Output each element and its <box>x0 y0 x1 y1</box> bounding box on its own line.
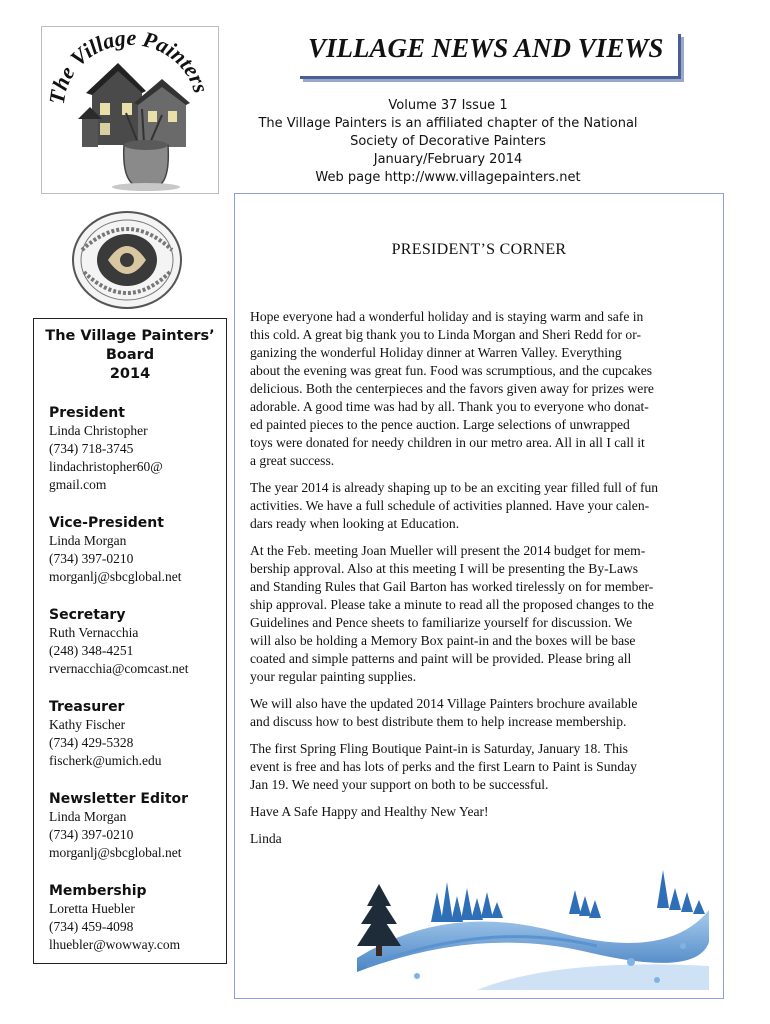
officer-role: President <box>49 405 125 421</box>
national-society-seal <box>70 210 184 310</box>
letter-paragraph: Hope everyone had a wonderful holiday and is staying warm and safe in this cold. A great big thank you to Linda Morgan and Sheri Redd for or- ganizing the wonderful Holiday dinner at Warren Valley. Everything about the evening was great fun. Food was scrumptious, and the cupcakes delicious. Both the centerpieces and the favors given away for prizes were adorable. A good time was had by all. Thank you to everyone who donat- ed painted pieces to the pence auction. Large selections of unwrapped toys were donated for needy children in our metro area. All in all I call it a great success. <box>250 309 654 468</box>
officer-phone: (734) 397-0210 <box>49 827 134 842</box>
officer-phone: (734) 718-3745 <box>49 441 134 456</box>
affiliation-line: The Village Painters is an affiliated chapter of the National <box>258 116 638 131</box>
letter-paragraph: The year 2014 is already shaping up to be an exciting year filled full of fun activities. We have a full schedule of activities planned. Have your calen- dars ready when looking at Education. <box>250 480 659 531</box>
web-page-line: Web page http://www.villagepainters.net <box>315 170 581 185</box>
seal-emblem-icon <box>70 210 184 310</box>
officer-role: Secretary <box>49 607 126 623</box>
officer-email: lhuebler@wowway.com <box>49 937 181 952</box>
officer-name: Linda Christopher <box>49 423 148 438</box>
newsletter-title: VILLAGE NEWS AND VIEWS <box>308 33 664 63</box>
officer-vice-president <box>49 514 226 586</box>
village-painters-logo <box>41 26 219 194</box>
officer-role: Treasurer <box>49 699 125 715</box>
issue-line: Volume 37 Issue 1 <box>388 98 508 113</box>
officer-role: Membership <box>49 883 147 899</box>
officer-phone: (734) 397-0210 <box>49 551 134 566</box>
officer-email: fischerk@umich.edu <box>49 753 162 768</box>
letter-closing: Have A Safe Happy and Healthy New Year! <box>250 804 489 819</box>
house-illustration <box>42 27 218 193</box>
officer-newsletter-editor <box>49 790 226 862</box>
officer-role: Vice-President <box>49 515 164 531</box>
officer-phone: (734) 429-5328 <box>49 735 134 750</box>
officer-secretary <box>49 606 226 678</box>
officer-name: Kathy Fischer <box>49 717 126 732</box>
officer-president <box>49 404 226 494</box>
officer-email-cont: gmail.com <box>49 477 107 492</box>
board-title: The Village Painters’ Board 2014 <box>45 328 215 382</box>
officer-name: Loretta Huebler <box>49 901 135 916</box>
board-sidebar <box>33 318 227 964</box>
officer-name: Linda Morgan <box>49 533 127 548</box>
officer-email: morganlj@sbcglobal.net <box>49 569 182 584</box>
officer-email: lindachristopher60@ <box>49 459 163 474</box>
presidents-corner-heading: PRESIDENT’S CORNER <box>391 241 567 258</box>
letter-paragraph: The first Spring Fling Boutique Paint-in is Saturday, January 18. This event is free and has lots of perks and the first Learn to Paint is Sunday Jan 19. We need your support on both to be successful. <box>250 741 637 792</box>
letter-paragraph: We will also have the updated 2014 Village Painters brochure available and discuss how to best distribute them to help increase membership. <box>250 696 638 729</box>
officer-email: morganlj@sbcglobal.net <box>49 845 182 860</box>
officer-name: Ruth Vernacchia <box>49 625 139 640</box>
issue-date: January/February 2014 <box>373 152 523 167</box>
winter-scene-illustration <box>357 862 709 990</box>
officer-email: rvernacchia@comcast.net <box>49 661 189 676</box>
officer-name: Linda Morgan <box>49 809 127 824</box>
masthead-info <box>236 97 660 187</box>
presidents-letter <box>250 308 710 857</box>
officer-phone: (734) 459-4098 <box>49 919 134 934</box>
snowy-trees-icon <box>357 862 709 990</box>
svg-text:The Village Painters: The Village Painters <box>43 27 214 106</box>
officer-role: Newsletter Editor <box>49 791 189 807</box>
officer-phone: (248) 348-4251 <box>49 643 134 658</box>
letter-paragraph: At the Feb. meeting Joan Mueller will present the 2014 budget for mem- bership approval. Also at this meeting I will be presenting the By-Laws and Standing Rules that Gail Barton has worked tirelessly on for member- ship approval. Please take a minute to read all the proposed changes to the Guidelines and Pence sheets to familiarize yourself for discussion. We will also be holding a Memory Box paint-in and the boxes will be base coated and simple patterns and paint will be provided. Please bring all your regular painting supplies. <box>250 543 654 684</box>
officer-treasurer <box>49 698 226 770</box>
affiliation-line-2: Society of Decorative Painters <box>350 134 546 149</box>
officer-membership <box>49 882 226 954</box>
letter-signature: Linda <box>250 831 282 846</box>
